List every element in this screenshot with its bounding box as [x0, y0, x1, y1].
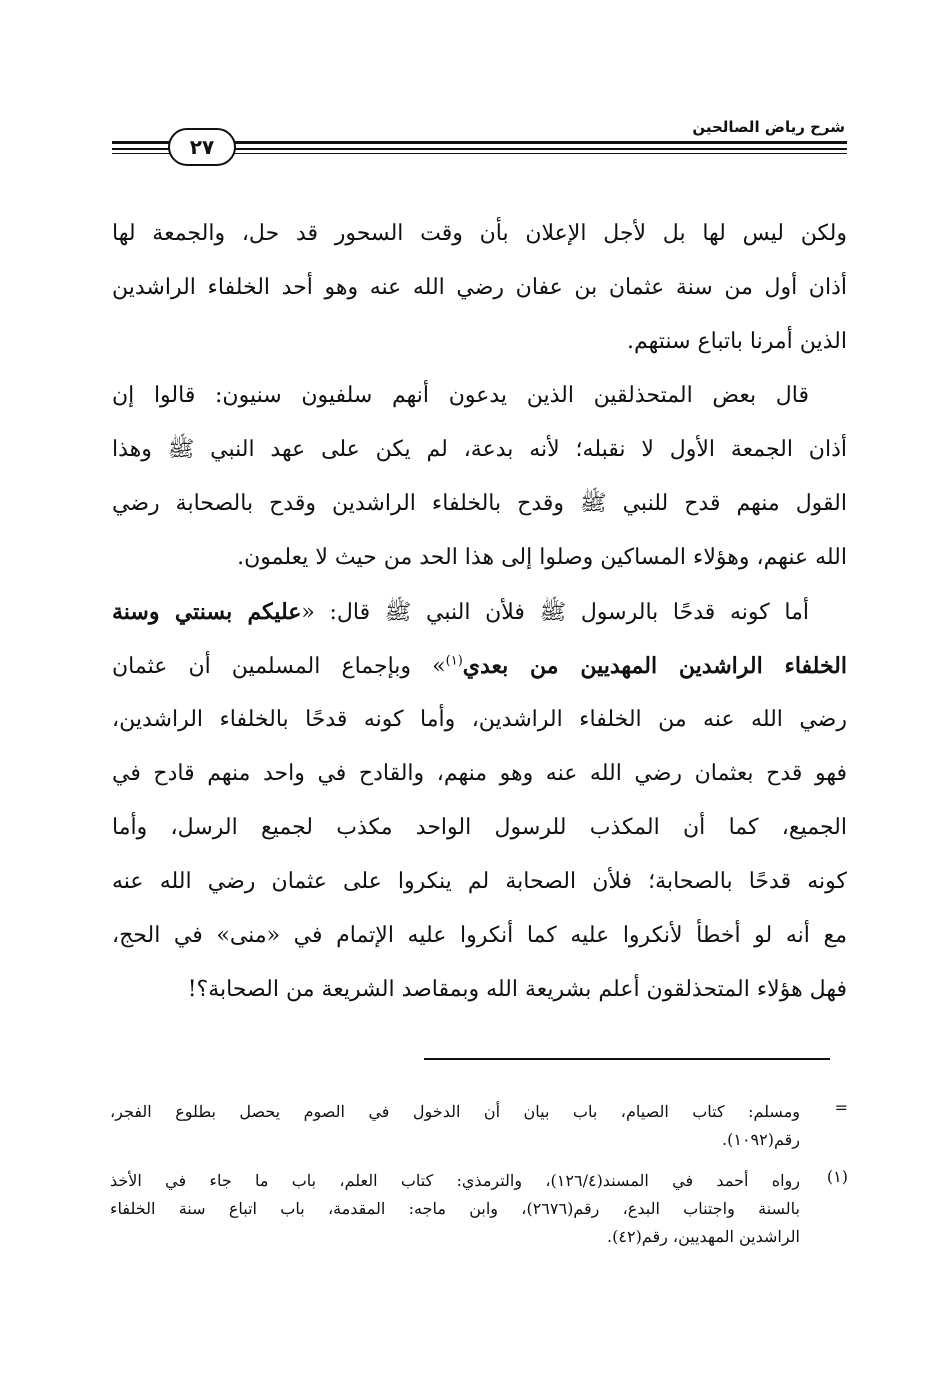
footnote-ref[interactable]: (١) — [445, 653, 463, 669]
text-segment: » وبإجماع المسلمين أن عثمان — [112, 654, 446, 679]
main-text — [112, 207, 847, 1017]
footnote-mark: = — [834, 1098, 848, 1117]
footnote-line: رقم(١٠٩٢). — [722, 1130, 800, 1149]
text-line: قال بعض المتحذلقين الذين يدعون أنهم سلفيون سنيون: قالوا إن — [112, 383, 809, 408]
footnote-continuation — [110, 1098, 848, 1154]
book-title: شرح رياض الصالحين — [692, 118, 845, 136]
text-line: أذان الجمعة الأول لا نقبله؛ لأنه بدعة، لم يكن على عهد النبي ﷺ وهذا — [112, 437, 847, 462]
text-line: مع أنه لو أخطأ لأنكروا عليه كما أنكروا عليه الإتمام في «منى» في الحج، — [112, 923, 847, 948]
hadith-quote: عليكم بسنتي وسنة — [112, 599, 302, 625]
footnote-line: ومسلم: كتاب الصيام، باب بيان أن الدخول في الصوم يحصل بطلوع الفجر، — [110, 1102, 800, 1121]
footnote-line: الراشدين المهديين، رقم(٤٢). — [607, 1227, 800, 1246]
text-line: الجميع، كما أن المكذب للرسول الواحد مكذب لجميع الرسل، وأما — [112, 815, 847, 840]
footnote-mark: (١) — [826, 1167, 848, 1186]
text-line: كونه قدحًا بالصحابة؛ فلأن الصحابة لم ينكروا على عثمان رضي الله عنه — [112, 869, 847, 894]
text-line: ولكن ليس لها بل لأجل الإعلان بأن وقت السحور قد حل، والجمعة لها — [112, 221, 847, 246]
text-line: الله عنهم، وهؤلاء المساكين وصلوا إلى هذا الحد من حيث لا يعلمون. — [237, 545, 847, 570]
page-number: ٢٧ — [168, 128, 236, 166]
footnote-separator — [424, 1058, 830, 1060]
text-line — [112, 639, 847, 693]
footnote-line: رواه أحمد في المسند(١٢٦/٤)، والترمذي: كتاب العلم، باب ما جاء في الأخذ — [110, 1171, 800, 1190]
text-line: القول منهم قدح للنبي ﷺ وقدح بالخلفاء الراشدين وقدح بالصحابة رضي — [112, 491, 847, 516]
text-line: رضي الله عنه من الخلفاء الراشدين، وأما كونه قدحًا بالخلفاء الراشدين، — [112, 707, 847, 732]
hadith-quote: الخلفاء الراشدين المهديين من بعدي — [462, 653, 847, 679]
footnote-line: بالسنة واجتناب البدع، رقم(٢٦٧٦)، وابن ماجه: المقدمة، باب اتباع سنة الخلفاء — [110, 1199, 800, 1218]
text-line — [112, 585, 847, 639]
text-line: فهو قدح بعثمان رضي الله عنه وهو منهم، والقادح في واحد منهم قادح في — [112, 761, 847, 786]
text-line: الذين أمرنا باتباع سنتهم. — [627, 329, 847, 354]
footnote-1 — [110, 1167, 848, 1251]
text-line: أذان أول من سنة عثمان بن عفان رضي الله عنه وهو أحد الخلفاء الراشدين — [112, 275, 847, 300]
text-segment: أما كونه قدحًا بالرسول ﷺ فلأن النبي ﷺ قال: « — [301, 600, 809, 625]
text-line: فهل هؤلاء المتحذلقون أعلم بشريعة الله وبمقاصد الشريعة من الصحابة؟! — [187, 977, 847, 1002]
